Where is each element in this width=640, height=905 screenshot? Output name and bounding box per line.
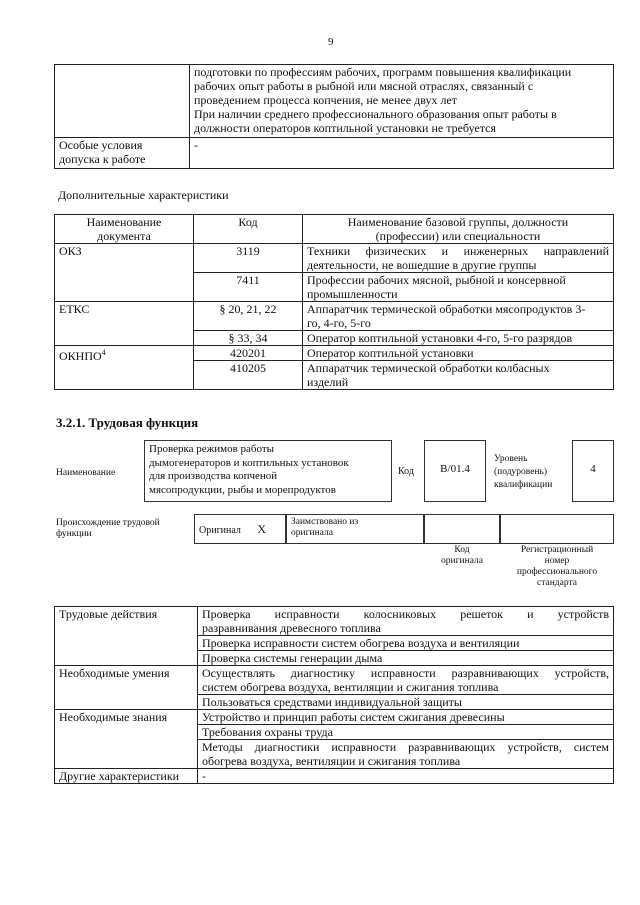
group-name-cell xyxy=(303,361,614,390)
header-code: Код xyxy=(194,215,303,244)
text-line: дымогенераторов и коптильных установок xyxy=(149,456,349,469)
other-label: Другие характеристики xyxy=(55,769,198,784)
knowledge-cell: Устройство и принцип работы систем сжигания древесины xyxy=(198,710,614,725)
text-line: Аппаратчик термической обработки мясопродуктов 3- xyxy=(307,302,586,316)
text-line: разравнивания древесного топлива xyxy=(202,621,381,635)
original-mark: X xyxy=(257,522,267,536)
text-line: Техники физических и инженерных направлений xyxy=(307,244,609,258)
text-line: Регистрационный xyxy=(520,545,594,555)
action-cell: Проверка исправности систем обогрева воздуха и вентиляции xyxy=(198,636,614,651)
function-code-box: B/01.4 xyxy=(424,440,486,502)
original-code-caption xyxy=(424,545,500,567)
code-cell: 410205 xyxy=(194,361,303,390)
text-line: деятельности, не вошедшие в другие группы xyxy=(307,258,537,272)
action-cell xyxy=(198,607,614,636)
skill-cell: Пользоваться средствами индивидуальной защиты xyxy=(198,695,614,710)
text-line: допуска к работе xyxy=(59,152,146,166)
text-line: При наличии среднего профессионального образования опыт работы в xyxy=(194,107,557,121)
function-title: 3.2.1. Трудовая функция xyxy=(56,415,199,430)
code-cell: § 20, 21, 22 xyxy=(194,302,303,331)
other-value: - xyxy=(198,769,614,784)
group-name-cell xyxy=(303,273,614,302)
text-line: Осуществлять диагностику исправности разравнивающих устройств, xyxy=(202,666,609,680)
text-line: Аппаратчик термической обработки колбасных xyxy=(307,361,550,375)
footnote-mark: 4 xyxy=(101,348,106,357)
skills-label: Необходимые умения xyxy=(55,666,198,710)
original-label: Оригинал xyxy=(199,525,241,536)
text-line: Уровень xyxy=(494,454,528,464)
function-name-box xyxy=(144,440,392,502)
knowledge-label: Необходимые знания xyxy=(55,710,198,769)
text-line: Профессии рабочих мясной, рыбной и консервной xyxy=(307,273,566,287)
text-line: Заимствовано из xyxy=(291,517,359,527)
additional-characteristics-table xyxy=(54,214,614,390)
additional-characteristics-title: Дополнительные характеристики xyxy=(58,188,229,202)
code-cell: 3119 xyxy=(194,244,303,273)
text-line: изделий xyxy=(307,375,349,389)
doc-oknpo xyxy=(55,346,194,390)
education-requirements-table xyxy=(54,64,614,169)
text-line: подготовки по профессиям рабочих, программ повышения квалификации xyxy=(194,65,572,79)
original-box xyxy=(194,514,286,544)
text-line: Особые условия xyxy=(59,138,143,152)
text-line: оригинала xyxy=(291,528,333,538)
text-line: Проверка исправности колосниковых решеток и устройств xyxy=(202,607,609,621)
text-line: для производства копченой xyxy=(149,470,278,482)
text-line: профессионального xyxy=(516,567,598,577)
header-text: Наименование базовой группы, должности xyxy=(347,215,569,229)
qualification-level-box: 4 xyxy=(572,440,614,502)
actions-label: Трудовые действия xyxy=(55,607,198,666)
text-line: Методы диагностики исправности разравнивающих устройств, систем xyxy=(202,740,609,754)
header-document xyxy=(55,215,194,244)
group-name-cell xyxy=(303,244,614,273)
header-text: Наименование xyxy=(86,215,162,229)
experience-requirements-cell xyxy=(190,65,614,138)
borrowed-box xyxy=(286,514,424,544)
text-line: Происхождение трудовой xyxy=(56,518,160,528)
skill-cell xyxy=(198,666,614,695)
text-line: обогрева воздуха, вентиляции и сжигания топлива xyxy=(202,754,461,768)
group-name-cell: Оператор коптильной установки xyxy=(303,346,614,361)
code-cell: § 33, 34 xyxy=(194,331,303,346)
header-text: документа xyxy=(97,229,151,243)
registration-caption xyxy=(500,545,614,589)
qualification-level-label xyxy=(494,453,552,492)
page-number: 9 xyxy=(328,36,334,48)
text-line: номер xyxy=(544,556,570,566)
code-cell: 420201 xyxy=(194,346,303,361)
header-text: (профессии) или специальности xyxy=(375,229,541,243)
special-conditions-value: - xyxy=(190,138,614,169)
text-line: промышленности xyxy=(307,287,398,301)
text-line: оригинала xyxy=(441,556,483,566)
origin-label xyxy=(56,518,160,540)
text-line: мясопродукции, рыбы и морепродуктов xyxy=(149,483,336,496)
original-code-box xyxy=(424,514,500,544)
knowledge-cell: Требования охраны труда xyxy=(198,725,614,740)
name-label: Наименование xyxy=(56,468,116,478)
registration-number-box xyxy=(500,514,614,544)
text-line: проведением процесса копчения, не менее двух лет xyxy=(194,93,458,107)
text-line: должности операторов коптильной установки не требуется xyxy=(194,121,496,135)
text-line: Код xyxy=(454,545,470,555)
action-cell: Проверка системы генерации дыма xyxy=(198,651,614,666)
empty-label-cell xyxy=(55,65,190,138)
text-line: рабочих опыт работы в рыбной или мясной отраслях, связанный с xyxy=(194,79,534,93)
knowledge-cell xyxy=(198,740,614,769)
group-name-cell xyxy=(303,302,614,331)
doc-okz: ОКЗ xyxy=(55,244,194,302)
group-name-cell: Оператор коптильной установки 4-го, 5-го разрядов xyxy=(303,331,614,346)
text-line: (подуровень) xyxy=(494,467,548,477)
code-label: Код xyxy=(398,466,414,477)
text-line: систем обогрева воздуха, вентиляции и сжигания топлива xyxy=(202,680,499,694)
special-conditions-label xyxy=(55,138,190,169)
header-group-name xyxy=(303,215,614,244)
doc-etks: ЕТКС xyxy=(55,302,194,346)
code-cell: 7411 xyxy=(194,273,303,302)
doc-name: ОКНПО xyxy=(59,349,102,363)
text-line: го, 4-го, 5-го xyxy=(307,316,371,330)
text-line: стандарта xyxy=(537,578,577,588)
text-line: квалификации xyxy=(494,480,553,490)
text-line: Проверка режимов работы xyxy=(149,443,275,455)
labor-function-table xyxy=(54,606,614,784)
text-line: функции xyxy=(56,529,92,539)
